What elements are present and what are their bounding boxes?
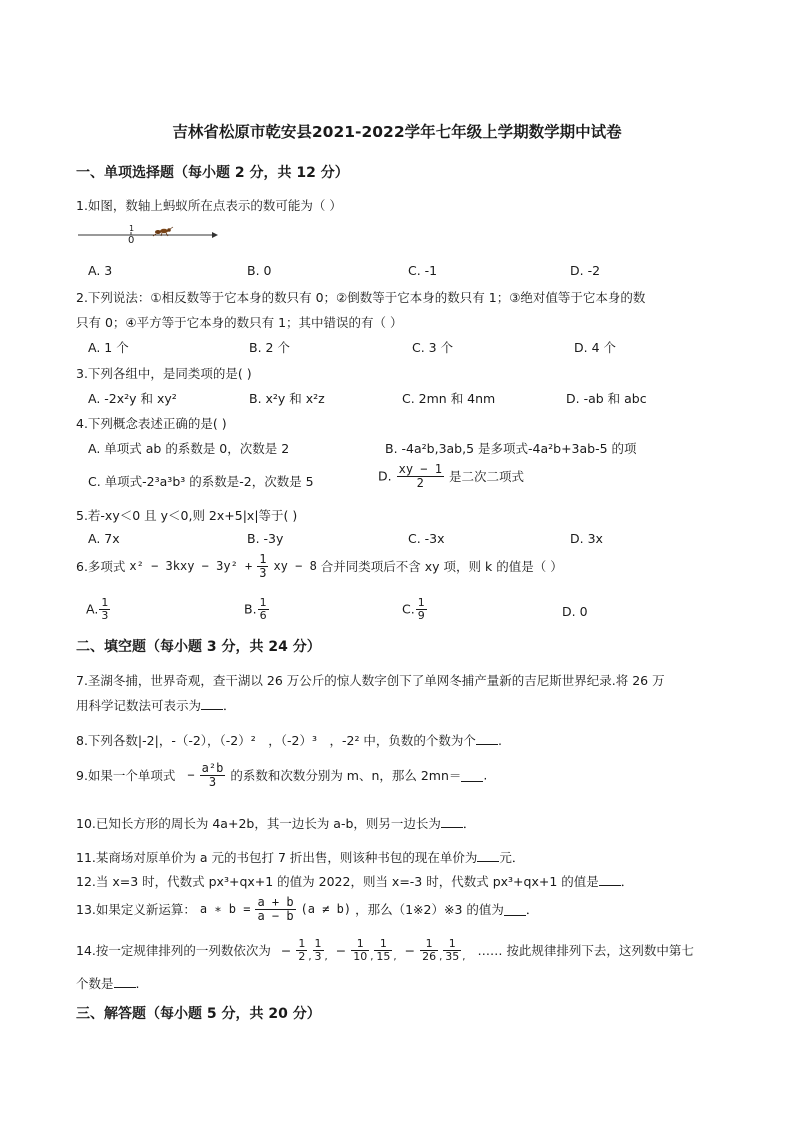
axis-zero-label: 0	[128, 235, 135, 246]
question-text: 14.按一定规律排列的一列数依次为	[76, 943, 271, 959]
question-6-stem	[76, 553, 563, 579]
fraction-denominator: 3	[101, 608, 109, 622]
question-text: 个数是	[76, 976, 114, 991]
q14-sequence	[280, 937, 474, 963]
q2-option-a: A. 1 个	[88, 340, 129, 355]
question-text: 的系数和次数分别为 m、n，那么 2mn＝	[230, 768, 462, 784]
q4-option-b: B. -4a²b,3ab,5 是多项式-4a²b+3ab-5 的项	[385, 441, 637, 456]
q4-option-d-fraction	[397, 463, 444, 489]
question-1-stem: 1.如图，数轴上蚂蚁所在点表示的数可能为（ ）	[76, 198, 342, 213]
q5-option-a: A. 7x	[88, 531, 120, 546]
question-11	[76, 848, 524, 866]
comma: ,	[439, 951, 443, 963]
question-end: ．	[462, 816, 476, 831]
q6-option-a	[86, 597, 111, 621]
sequence-term	[373, 937, 397, 963]
q5-option-c: C. -3x	[408, 531, 445, 546]
question-5-stem: 5.若-xy＜0 且 y＜0,则 2x+5|x|等于( )	[76, 508, 298, 523]
question-end: ．	[525, 902, 539, 918]
q2-option-c: C. 3 个	[412, 340, 454, 355]
fraction-numerator: 1	[417, 596, 425, 609]
answer-blank	[201, 697, 223, 710]
option-label: A.	[86, 601, 99, 617]
fraction-denominator: a − b	[257, 908, 294, 923]
fraction-denominator: 9	[417, 608, 425, 622]
q6-expression-1: x² − 3kxy − 3y² +	[129, 559, 253, 574]
answer-blank	[504, 903, 526, 916]
q1-option-b: B. 0	[247, 263, 272, 278]
q3-option-a: A. -2x²y 和 xy²	[88, 391, 177, 406]
question-4-stem: 4.下列概念表述正确的是( )	[76, 416, 227, 431]
sequence-term	[312, 937, 328, 963]
question-text: 10.已知长方形的周长为 4a+2b，其一边长为 a-b，则另一边长为	[76, 816, 441, 831]
sequence-fraction	[351, 938, 369, 962]
question-text: 9.如果一个单项式	[76, 768, 176, 784]
q6-option-b	[244, 597, 270, 621]
sequence-term	[280, 937, 312, 963]
q3-option-c: C. 2mn 和 4nm	[402, 391, 496, 406]
question-end: 元．	[499, 850, 525, 865]
question-14-line-1	[76, 938, 694, 962]
q1-option-c: C. -1	[408, 263, 438, 278]
arrow-icon	[212, 232, 218, 238]
section-heading-solve: 三、解答题（每小题 5 分，共 20 分）	[76, 1006, 321, 1022]
fraction-denominator: 6	[259, 608, 267, 622]
question-3-stem: 3.下列各组中，是同类项的是( )	[76, 366, 252, 381]
question-12	[76, 872, 633, 890]
question-14-line-2	[76, 974, 140, 992]
minus-sign: −	[404, 942, 416, 958]
axis-tick-label: 1	[129, 224, 135, 233]
section-heading-choice: 一、单项选择题（每小题 2 分，共 12 分）	[76, 165, 349, 181]
answer-blank	[476, 732, 498, 745]
sequence-term	[442, 937, 466, 963]
q6-fraction	[257, 553, 268, 579]
fraction-denominator: 26	[422, 949, 437, 963]
question-text: 用科学记数法可表示为	[76, 698, 202, 713]
sequence-fraction	[296, 938, 307, 962]
q13-expression: a ∗ b =	[199, 902, 251, 917]
fraction-numerator: 1	[314, 937, 322, 950]
fraction-numerator: 1	[259, 596, 267, 609]
minus-sign: −	[335, 942, 347, 958]
fraction-numerator: 1	[298, 937, 306, 950]
question-end: .	[483, 767, 488, 783]
q13-fraction	[255, 896, 295, 922]
q3-option-b: B. x²y 和 x²z	[249, 391, 325, 406]
q4-option-d	[378, 463, 524, 489]
comma: ,	[370, 951, 374, 963]
q4-option-c: C. 单项式-2³a³b³ 的系数是-2，次数是 5	[88, 474, 314, 489]
q9-fraction	[200, 762, 226, 788]
minus-sign: −	[280, 942, 292, 958]
sequence-fraction	[313, 938, 324, 962]
q6-option-c	[402, 597, 428, 621]
fraction-numerator: 1	[374, 938, 392, 951]
fraction-denominator: 3	[314, 949, 322, 963]
question-2-line-2: 只有 0；④平方等于它本身的数只有 1；其中错误的有（ ）	[76, 315, 403, 330]
question-text: …… 按此规律排列下去，这列数中第七	[477, 943, 694, 959]
q6-expression-2: xy − 8	[273, 559, 317, 574]
answer-blank	[461, 769, 483, 782]
q5-option-d: D. 3x	[570, 531, 603, 546]
question-10	[76, 814, 475, 832]
option-label: B.	[244, 601, 257, 617]
fraction-numerator: 1	[259, 552, 267, 566]
fraction-numerator: xy − 1	[398, 462, 442, 476]
fraction-denominator: 15	[376, 949, 391, 963]
fraction-numerator: a²b	[201, 761, 224, 775]
option-fraction	[99, 597, 110, 621]
fraction-denominator: 2	[298, 949, 306, 963]
fraction-denominator: 2	[416, 475, 424, 490]
answer-blank	[477, 849, 499, 862]
fraction-numerator: 1	[443, 938, 461, 951]
number-line-figure	[76, 222, 221, 248]
q2-option-d: D. 4 个	[574, 340, 616, 355]
sequence-fraction	[420, 938, 438, 962]
answer-blank	[599, 873, 621, 886]
fraction-numerator: a + b	[257, 895, 294, 909]
q6-option-d: D. 0	[562, 604, 588, 619]
q3-option-d: D. -ab 和 abc	[566, 391, 647, 406]
question-text: ，那么（1※2）※3 的值为	[355, 902, 504, 918]
fraction-denominator: 35	[445, 949, 460, 963]
q13-condition: (a ≠ b)	[300, 902, 352, 917]
question-end: .	[497, 733, 502, 748]
fraction-numerator: 1	[420, 938, 438, 951]
q5-option-b: B. -3y	[247, 531, 284, 546]
question-2-line-1: 2.下列说法：①相反数等于它本身的数只有 0；②倒数等于它本身的数只有 1；③绝对值等于它本身的数	[76, 290, 646, 305]
question-end: .	[135, 976, 140, 991]
sequence-fraction	[374, 938, 392, 962]
q6-suffix: 合并同类项后不含 xy 项，则 k 的值是（ ）	[320, 559, 563, 575]
question-8	[76, 731, 502, 749]
q1-option-d: D. -2	[570, 263, 601, 278]
question-7-line-2	[76, 696, 236, 714]
question-text: 12.当 x=3 时，代数式 px³+qx+1 的值为 2022，则当 x=-3 时，代数式 px³+qx+1 的值是	[76, 874, 599, 889]
minus-sign: −	[187, 768, 195, 783]
option-label: C.	[402, 601, 415, 617]
comma: ,	[393, 951, 397, 963]
question-end: ．	[620, 874, 634, 889]
fraction-denominator: 3	[208, 774, 217, 789]
fraction-denominator: 3	[259, 565, 267, 580]
fraction-denominator: 10	[353, 949, 368, 963]
option-fraction	[258, 597, 269, 621]
question-13	[76, 896, 538, 922]
q1-option-a: A. 3	[88, 263, 113, 278]
fraction-numerator: 1	[351, 938, 369, 951]
option-fraction	[416, 597, 427, 621]
sequence-fraction	[443, 938, 461, 962]
fraction-numerator: 1	[101, 596, 109, 609]
comma: ,	[462, 951, 466, 963]
question-text: 11.某商场对原单价为 a 元的书包打 7 折出售，则该种书包的现在单价为	[76, 850, 478, 865]
comma: ,	[308, 951, 312, 963]
question-text: 13.如果定义新运算：	[76, 902, 196, 918]
q2-option-b: B. 2 个	[249, 340, 290, 355]
sequence-term	[404, 937, 443, 963]
question-end: ．	[223, 698, 236, 713]
q4-option-d-label: D.	[378, 468, 392, 484]
sequence-term	[335, 937, 374, 963]
q4-option-a: A. 单项式 ab 的系数是 0，次数是 2	[88, 441, 290, 456]
question-7-line-1: 7.圣湖冬捕，世界奇观，查干湖以 26 万公斤的惊人数字创下了单网冬捕产量新的吉尼斯世界纪录.将 26 万	[76, 673, 665, 688]
q4-option-d-text: 是二次二项式	[448, 469, 524, 485]
comma: ,	[324, 951, 328, 963]
question-text: 8.下列各数|-2|，-（-2），（-2）² ，（-2）³ ，-2² 中，负数的个数为个	[76, 733, 476, 748]
q6-prefix: 6.多项式	[76, 559, 126, 575]
page-title: 吉林省松原市乾安县2021-2022学年七年级上学期数学期中试卷	[172, 123, 622, 141]
answer-blank	[114, 975, 136, 988]
answer-blank	[441, 815, 463, 828]
question-9	[76, 762, 487, 788]
section-heading-fill-in: 二、填空题（每小题 3 分，共 24 分）	[76, 639, 321, 655]
